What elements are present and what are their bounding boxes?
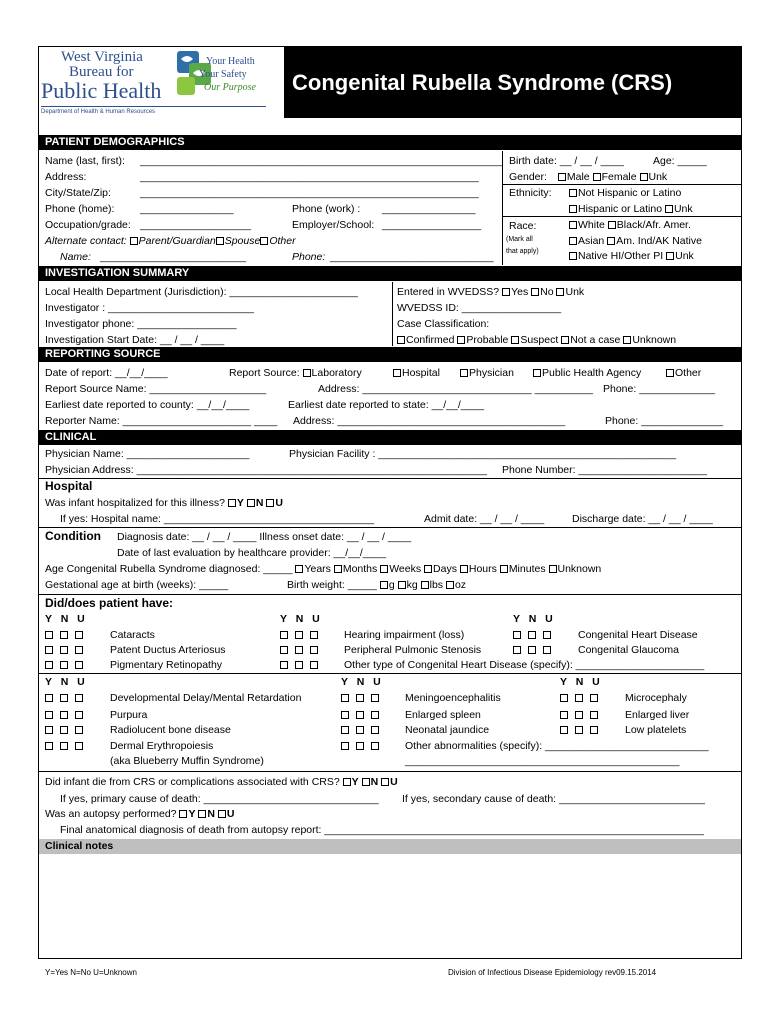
autopsy-u-checkbox[interactable] <box>218 810 226 818</box>
asian-checkbox[interactable] <box>569 237 577 245</box>
minutes-checkbox[interactable] <box>500 565 508 573</box>
employer-label: Employer/School: <box>292 219 375 231</box>
logo-dept: Department of Health & Human Resources <box>41 109 156 115</box>
report-source-address-field[interactable]: Address: _____________________________ __________ <box>318 383 594 395</box>
ynu-checkbox[interactable] <box>371 694 379 702</box>
autopsy-n-checkbox[interactable] <box>198 810 206 818</box>
other-abn-field[interactable]: Other abnormalities (specify): ____________________________ <box>405 740 709 752</box>
investigator-field[interactable]: Investigator : _________________________ <box>45 302 255 314</box>
last-eval-field[interactable]: Date of last evaluation by healthcare provider: __/__/____ <box>117 547 387 559</box>
mening-label: Meningoencephalitis <box>405 692 501 704</box>
ynu-checkbox[interactable] <box>60 694 68 702</box>
name-field[interactable]: ______________________________________________________________ <box>140 155 503 167</box>
logo-line3: Public Health <box>41 78 162 103</box>
ynu-checkbox[interactable] <box>75 742 83 750</box>
ynu-checkbox[interactable] <box>280 646 288 654</box>
die-label: Did infant die from CRS or complications associated with CRS? <box>45 776 340 788</box>
ynu-checkbox[interactable] <box>75 694 83 702</box>
case-unknown-checkbox[interactable] <box>623 336 631 344</box>
ynu-checkbox[interactable] <box>295 646 303 654</box>
primary-cause-field[interactable]: If yes, primary cause of death: ______________________________ <box>60 793 379 805</box>
pig-ret-label: Pigmentary Retinopathy <box>110 659 223 671</box>
that-apply-note: that apply) <box>506 248 539 255</box>
ethnicity-label: Ethnicity: <box>509 187 552 199</box>
ynu-checkbox[interactable] <box>75 711 83 719</box>
ynu-checkbox[interactable] <box>45 661 53 669</box>
hospitalized-u-checkbox[interactable] <box>266 499 274 507</box>
ynu-checkbox[interactable] <box>341 726 349 734</box>
kg-checkbox[interactable] <box>398 581 406 589</box>
ynu-checkbox[interactable] <box>543 631 551 639</box>
report-source-label: Report Source: <box>229 367 300 379</box>
glaucoma-label: Congenital Glaucoma <box>578 644 679 656</box>
reporter-name-field[interactable]: Reporter Name: ______________________ ____ <box>45 415 278 427</box>
section-reporting-source: REPORTING SOURCE <box>39 347 741 362</box>
ynu-checkbox[interactable] <box>75 726 83 734</box>
alt-contact-label: Alternate contact: <box>45 235 127 247</box>
ynu-checkbox[interactable] <box>560 726 568 734</box>
city-label: City/State/Zip: <box>45 187 111 199</box>
gender-label: Gender: <box>509 171 547 183</box>
wvedss-label: Entered in WVEDSS? <box>397 286 500 298</box>
logo-tag2: Your Safety <box>199 69 247 80</box>
wvedss-unk-checkbox[interactable] <box>556 288 564 296</box>
birth-date-field[interactable]: Birth date: __ / __ / ____ <box>509 155 624 167</box>
ynu-checkbox[interactable] <box>590 711 598 719</box>
blueberry-label: (aka Blueberry Muffin Syndrome) <box>110 755 264 767</box>
gestational-age-field[interactable]: Gestational age at birth (weeks): _____ <box>45 579 229 591</box>
ynu-checkbox[interactable] <box>371 726 379 734</box>
ynu-checkbox[interactable] <box>575 694 583 702</box>
ynu-checkbox[interactable] <box>310 631 318 639</box>
ynu-checkbox[interactable] <box>371 711 379 719</box>
weeks-checkbox[interactable] <box>380 565 388 573</box>
hospitalized-label: Was infant hospitalized for this illness? <box>45 497 225 509</box>
black-checkbox[interactable] <box>608 221 616 229</box>
occupation-label: Occupation/grade: <box>45 219 131 231</box>
hours-checkbox[interactable] <box>460 565 468 573</box>
reporter-address-field[interactable]: Address: _______________________________________ <box>293 415 566 427</box>
section-patient-demographics: PATIENT DEMOGRAPHICS <box>39 135 741 150</box>
cataracts-label: Cataracts <box>110 629 155 641</box>
logo-tag3: Our Purpose <box>204 82 256 93</box>
female-checkbox[interactable] <box>593 173 601 181</box>
chd-label: Congenital Heart Disease <box>578 629 698 641</box>
section-clinical: CLINICAL <box>39 430 741 445</box>
ynu-checkbox[interactable] <box>75 661 83 669</box>
ynu-checkbox[interactable] <box>560 694 568 702</box>
investigator-phone-field[interactable]: Investigator phone: _________________ <box>45 318 237 330</box>
ynu-checkbox[interactable] <box>528 646 536 654</box>
die-n-checkbox[interactable] <box>362 778 370 786</box>
die-u-checkbox[interactable] <box>381 778 389 786</box>
ynu-checkbox[interactable] <box>295 661 303 669</box>
admit-date-field[interactable]: Admit date: __ / __ / ____ <box>424 513 545 525</box>
pha-checkbox[interactable] <box>533 369 541 377</box>
oz-checkbox[interactable] <box>446 581 454 589</box>
ynu-checkbox[interactable] <box>75 631 83 639</box>
white-checkbox[interactable] <box>569 221 577 229</box>
ynu-checkbox[interactable] <box>513 646 521 654</box>
ynu-checkbox[interactable] <box>280 661 288 669</box>
secondary-cause-field[interactable]: If yes, secondary cause of death: _________________________ <box>402 793 705 805</box>
autopsy-label: Was an autopsy performed? <box>45 808 177 820</box>
ynu-checkbox[interactable] <box>280 631 288 639</box>
physician-name-field[interactable]: Physician Name: _____________________ <box>45 448 250 460</box>
hearing-label: Hearing impairment (loss) <box>344 629 465 641</box>
ynu-checkbox[interactable] <box>528 631 536 639</box>
section-investigation-summary: INVESTIGATION SUMMARY <box>39 266 741 281</box>
logo-line2: Bureau for <box>69 64 134 80</box>
jaundice-label: Neonatal jaundice <box>405 724 490 736</box>
ynu-checkbox[interactable] <box>575 726 583 734</box>
dev-delay-label: Developmental Delay/Mental Retardation <box>110 692 302 704</box>
native-hi-checkbox[interactable] <box>569 252 577 260</box>
diagnosis-date-field[interactable]: Diagnosis date: __ / __ / ____ Illness onset date: __ / __ / ____ <box>117 531 412 543</box>
phone-home-label: Phone (home): <box>45 203 115 215</box>
g-checkbox[interactable] <box>380 581 388 589</box>
other-abn-field-2[interactable]: _______________________________________________ <box>405 755 680 767</box>
ynu-checkbox[interactable] <box>513 631 521 639</box>
case-class-label: Case Classification: <box>397 318 490 330</box>
earliest-county-field[interactable]: Earliest date reported to county: __/__/____ <box>45 399 250 411</box>
gender-unk-checkbox[interactable] <box>640 173 648 181</box>
address-field[interactable]: __________________________________________________________ <box>140 171 479 183</box>
ynu-checkbox[interactable] <box>75 646 83 654</box>
ethnicity-unk-checkbox[interactable] <box>665 205 673 213</box>
physician-facility-field[interactable]: Physician Facility : ___________________________________________________ <box>289 448 677 460</box>
ynu-checkbox[interactable] <box>45 742 53 750</box>
report-source-phone-field[interactable]: Phone: _____________ <box>603 383 716 395</box>
phone-work-field[interactable]: ________________ <box>382 203 476 215</box>
ynu-checkbox[interactable] <box>60 661 68 669</box>
alt-name-label: Name: <box>60 251 91 263</box>
report-source-name-field[interactable]: Report Source Name: ____________________ <box>45 383 267 395</box>
suspect-checkbox[interactable] <box>511 336 519 344</box>
age-field[interactable]: Age: _____ <box>653 155 707 167</box>
liver-label: Enlarged liver <box>625 709 690 721</box>
clinical-notes-header: Clinical notes <box>39 839 741 854</box>
age-unknown-checkbox[interactable] <box>549 565 557 573</box>
city-field[interactable]: __________________________________________________________ <box>140 187 479 199</box>
alt-spouse-checkbox[interactable] <box>216 237 224 245</box>
alt-name-field[interactable]: _________________________ <box>100 251 246 263</box>
autopsy-y-checkbox[interactable] <box>179 810 187 818</box>
discharge-date-field[interactable]: Discharge date: __ / __ / ____ <box>572 513 713 525</box>
lbs-checkbox[interactable] <box>421 581 429 589</box>
address-label: Address: <box>45 171 87 183</box>
earliest-state-field[interactable]: Earliest date reported to state: __/__/____ <box>288 399 485 411</box>
hospital-title: Hospital <box>45 479 93 493</box>
ynu-checkbox[interactable] <box>45 726 53 734</box>
ynu-checkbox[interactable] <box>60 711 68 719</box>
pda-label: Patent Ductus Arteriosus <box>110 644 226 656</box>
ynu-checkbox[interactable] <box>310 646 318 654</box>
reporter-phone-field[interactable]: Phone: ______________ <box>605 415 723 427</box>
alt-phone-field[interactable]: ____________________________ <box>330 251 494 263</box>
physician-address-field[interactable]: Physician Address: ____________________________________________________________ <box>45 464 488 476</box>
report-hospital-checkbox[interactable] <box>393 369 401 377</box>
logo-line1: West Virginia <box>61 49 143 65</box>
ynu-checkbox[interactable] <box>590 726 598 734</box>
ynu-checkbox[interactable] <box>560 711 568 719</box>
wvedss-no-checkbox[interactable] <box>531 288 539 296</box>
ynu-checkbox[interactable] <box>341 742 349 750</box>
am-ind-checkbox[interactable] <box>607 237 615 245</box>
ynu-checkbox[interactable] <box>310 661 318 669</box>
occupation-field[interactable]: ___________________ <box>140 219 251 231</box>
employer-field[interactable]: _________________ <box>382 219 482 231</box>
days-checkbox[interactable] <box>424 565 432 573</box>
ynu-checkbox[interactable] <box>356 694 364 702</box>
page-title: Congenital Rubella Syndrome (CRS) <box>284 47 741 118</box>
footer-legend: Y=Yes N=No U=Unknown <box>45 968 137 977</box>
ynu-checkbox[interactable] <box>45 694 53 702</box>
alt-other-checkbox[interactable] <box>260 237 268 245</box>
alt-parent-checkbox[interactable] <box>130 237 138 245</box>
ynu-checkbox[interactable] <box>45 646 53 654</box>
ynu-checkbox[interactable] <box>60 742 68 750</box>
ynu-checkbox[interactable] <box>356 726 364 734</box>
ynu-checkbox[interactable] <box>575 711 583 719</box>
other-chd-field[interactable]: Other type of Congenital Heart Disease (specify): ______________________ <box>344 659 705 671</box>
ynu-checkbox[interactable] <box>295 631 303 639</box>
phone-home-field[interactable]: ________________ <box>140 203 234 215</box>
ynu-checkbox[interactable] <box>543 646 551 654</box>
ynu-checkbox[interactable] <box>60 631 68 639</box>
years-checkbox[interactable] <box>295 565 303 573</box>
birth-weight-field[interactable]: Birth weight: _____ <box>287 579 377 591</box>
name-label: Name (last, first): <box>45 155 125 167</box>
hispanic-checkbox[interactable] <box>569 205 577 213</box>
spleen-label: Enlarged spleen <box>405 709 481 721</box>
logo-tag1: Your Health <box>206 56 255 67</box>
report-other-checkbox[interactable] <box>666 369 674 377</box>
ynu-checkbox[interactable] <box>356 711 364 719</box>
final-diagnosis-field[interactable]: Final anatomical diagnosis of death from autopsy report: _________________________________________________________________ <box>60 824 704 836</box>
race-unk-checkbox[interactable] <box>666 252 674 260</box>
age-diagnosed-field[interactable]: Age Congenital Rubella Syndrome diagnosed: _____ <box>45 563 293 575</box>
wvedss-yes-checkbox[interactable] <box>502 288 510 296</box>
clinical-notes-area[interactable] <box>40 855 740 957</box>
laboratory-checkbox[interactable] <box>303 369 311 377</box>
mark-all-note: (Mark all <box>506 236 533 243</box>
pps-label: Peripheral Pulmonic Stenosis <box>344 644 482 656</box>
lhd-field[interactable]: Local Health Department (Jurisdiction): ______________________ <box>45 286 358 298</box>
ynu-checkbox[interactable] <box>60 726 68 734</box>
report-date-field[interactable]: Date of report: __/__/____ <box>45 367 168 379</box>
not-a-case-checkbox[interactable] <box>561 336 569 344</box>
wv-bph-logo <box>39 47 284 118</box>
hospitalized-y-checkbox[interactable] <box>228 499 236 507</box>
phone-work-label: Phone (work) : <box>292 203 361 215</box>
ynu-checkbox[interactable] <box>60 646 68 654</box>
race-label: Race: <box>509 220 537 232</box>
ynu-checkbox[interactable] <box>590 694 598 702</box>
not-hispanic-checkbox[interactable] <box>569 189 577 197</box>
platelets-label: Low platelets <box>625 724 687 736</box>
wvedss-id-field[interactable]: WVEDSS ID: _________________ <box>397 302 562 314</box>
ynu-checkbox[interactable] <box>341 711 349 719</box>
ynu-checkbox[interactable] <box>45 711 53 719</box>
ynu-checkbox[interactable] <box>341 694 349 702</box>
alt-phone-label: Phone: <box>292 251 326 263</box>
footer-division: Division of Infectious Disease Epidemiology rev09.15.2014 <box>448 968 657 977</box>
confirmed-checkbox[interactable] <box>397 336 405 344</box>
report-physician-checkbox[interactable] <box>460 369 468 377</box>
probable-checkbox[interactable] <box>457 336 465 344</box>
ynu-checkbox[interactable] <box>356 742 364 750</box>
condition-title: Condition <box>45 529 101 543</box>
micro-label: Microcephaly <box>625 692 687 704</box>
ynu-checkbox[interactable] <box>371 742 379 750</box>
dermal-label: Dermal Erythropoiesis <box>110 740 214 752</box>
die-y-checkbox[interactable] <box>343 778 351 786</box>
months-checkbox[interactable] <box>334 565 342 573</box>
male-checkbox[interactable] <box>558 173 566 181</box>
demographics-divider <box>502 151 503 265</box>
did-does-title: Did/does patient have: <box>45 596 174 610</box>
investigation-start-field[interactable]: Investigation Start Date: __ / __ / ____ <box>45 334 225 346</box>
investigation-divider <box>392 282 393 346</box>
radiolucent-label: Radiolucent bone disease <box>110 724 231 736</box>
hospital-name-field[interactable]: If yes: Hospital name: ____________________________________ <box>60 513 375 525</box>
hospitalized-n-checkbox[interactable] <box>247 499 255 507</box>
purpura-label: Purpura <box>110 709 148 721</box>
physician-phone-field[interactable]: Phone Number: ______________________ <box>502 464 707 476</box>
ynu-checkbox[interactable] <box>45 631 53 639</box>
